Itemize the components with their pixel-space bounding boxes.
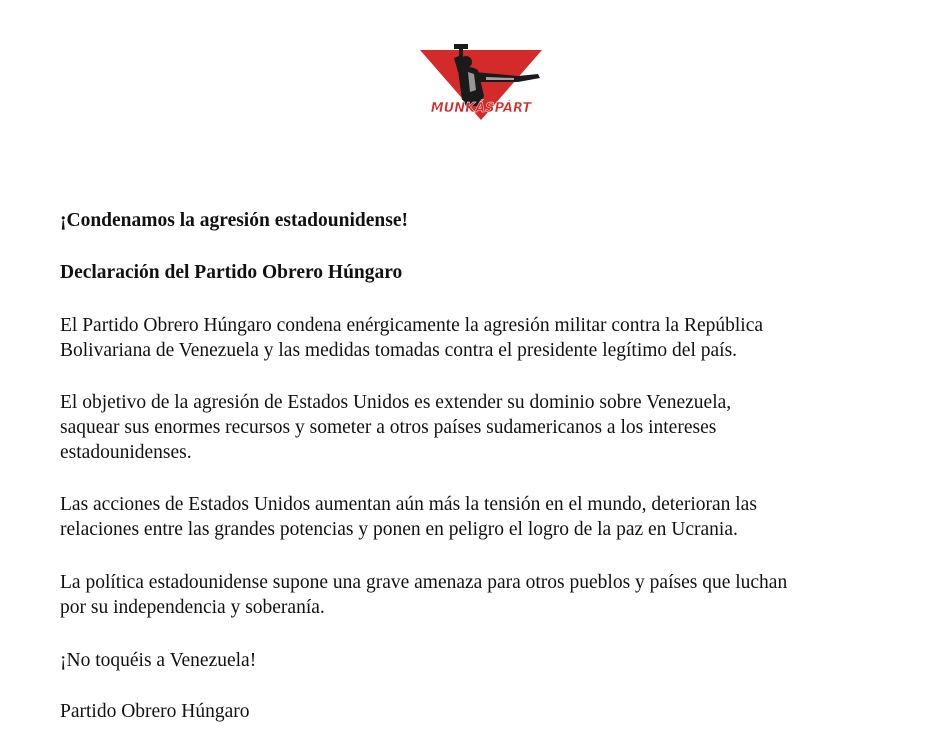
paragraph: [60, 570, 910, 620]
paragraph-line: Las acciones de Estados Unidos aumentan aún más la tensión en el mundo, deterioran las: [60, 494, 757, 515]
paragraph-line: saquear sus enormes recursos y someter a otros países sudamericanos a los intereses: [60, 417, 717, 438]
paragraph-line: Bolivariana de Venezuela y las medidas tomadas contra el presidente legítimo del país.: [60, 340, 738, 361]
paragraph: [60, 492, 910, 542]
subheading: Declaración del Partido Obrero Húngaro: [60, 262, 403, 283]
paragraph-line: El Partido Obrero Húngaro condena enérgicamente la agresión militar contra la República: [60, 315, 763, 336]
paragraph-line: por su independencia y soberanía.: [60, 597, 325, 618]
paragraph-line: estadounidenses.: [60, 442, 192, 463]
paragraph-line: La política estadounidense supone una grave amenaza para otros pueblos y países que luchan: [60, 572, 788, 593]
paragraph-line: El objetivo de la agresión de Estados Unidos es extender su dominio sobre Venezuela,: [60, 392, 732, 413]
paragraph: [60, 313, 910, 363]
party-logo: [414, 40, 548, 126]
svg-text:MUNKÁSPÁRT: MUNKÁSPÁRT: [430, 101, 532, 116]
paragraph: [60, 390, 910, 465]
closing-slogan: ¡No toquéis a Venezuela!: [60, 650, 257, 671]
heading: ¡Condenamos la agresión estadounidense!: [60, 210, 408, 231]
paragraph-line: relaciones entre las grandes potencias y ponen en peligro el logro de la paz en Ucrania.: [60, 519, 738, 540]
signature: Partido Obrero Húngaro: [60, 701, 250, 722]
